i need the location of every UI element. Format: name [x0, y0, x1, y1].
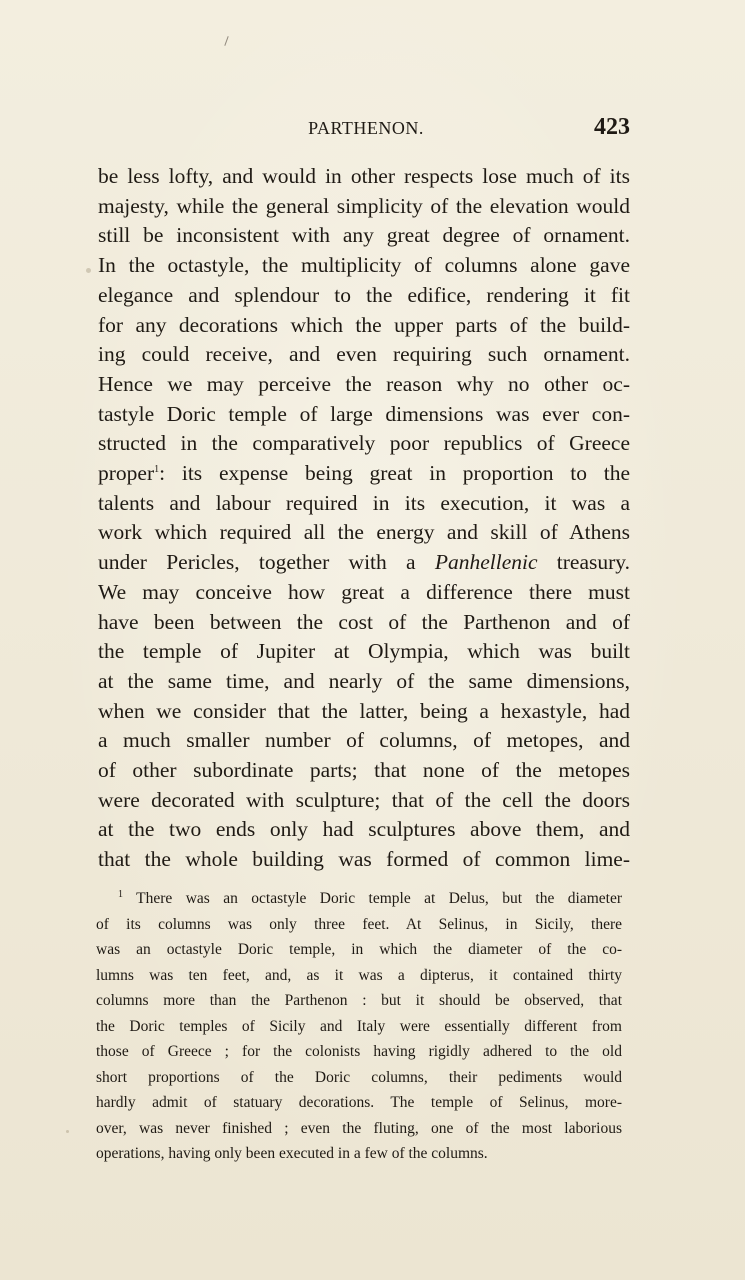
footnote-line: hardly admit of statuary decorations. The temple of Selinus, more-	[96, 1094, 622, 1111]
text-line: that the whole building was formed of common lime-	[98, 847, 630, 872]
text-line: In the octastyle, the multiplicity of columns alone gave	[98, 253, 630, 278]
main-text	[98, 162, 630, 875]
text-segment: under Pericles, together with a	[98, 550, 416, 575]
text-segment: : its expense being great in proportion to the	[159, 461, 630, 486]
text-line: tastyle Doric temple of large dimensions was ever con-	[98, 401, 630, 426]
text-line: talents and labour required in its execution, it was a	[98, 490, 630, 515]
footnote-line: lumns was ten feet, and, as it was a dipterus, it contained thirty	[96, 966, 622, 984]
stray-mark	[224, 36, 228, 46]
footnote-line: over, was never finished ; even the fluting, one of the most laborious	[96, 1119, 622, 1137]
text-line: elegance and splendour to the edifice, rendering it fit	[98, 282, 630, 307]
text-line: be less lofty, and would in other respects lose much of its	[98, 164, 630, 188]
text-line-with-italic	[98, 548, 630, 578]
footnote-reference[interactable]: 1	[154, 463, 160, 475]
text-line: have been between the cost of the Parthenon and of	[98, 609, 630, 634]
text-line: a much smaller number of columns, of metopes, and	[98, 728, 630, 753]
text-line: structed in the comparatively poor republics of Greece	[98, 431, 630, 456]
text-line: Hence we may perceive the reason why no other oc-	[98, 371, 630, 396]
footnote-line: short proportions of the Doric columns, their pediments would	[96, 1068, 622, 1086]
page-header	[98, 116, 634, 146]
footnote-line	[96, 886, 622, 912]
text-before-ref	[98, 461, 630, 485]
text-line: ing could receive, and even requiring such ornament.	[98, 342, 630, 367]
text-line-with-note-ref	[98, 459, 630, 489]
footnote-line: those of Greece ; for the colonists having rigidly adhered to the old	[96, 1043, 622, 1060]
text-line: majesty, while the general simplicity of the elevation would	[98, 193, 630, 218]
text-line: of other subordinate parts; that none of the metopes	[98, 758, 630, 783]
footnote	[96, 886, 622, 1167]
text-line: when we consider that the latter, being a hexastyle, had	[98, 698, 630, 723]
text-segment: treasury.	[556, 550, 630, 575]
text-line: were decorated with sculpture; that of the cell the doors	[98, 787, 630, 812]
footnote-line: was an octastyle Doric temple, in which the diameter of the co-	[96, 941, 622, 958]
text-segment: proper	[98, 461, 155, 486]
footnote-line: columns more than the Parthenon : but it should be observed, that	[96, 992, 622, 1009]
text-line: at the same time, and nearly of the same dimensions,	[98, 668, 630, 693]
text-line: for any decorations which the upper parts of the build-	[98, 312, 630, 337]
text-line: work which required all the energy and skill of Athens	[98, 520, 630, 545]
italic-word: Panhellenic	[434, 550, 538, 575]
text-line: the temple of Jupiter at Olympia, which was built	[98, 639, 630, 664]
text-line: still be inconsistent with any great degree of ornament.	[98, 223, 630, 248]
ink-spot	[86, 268, 91, 273]
text-line: at the two ends only had sculptures above them, and	[98, 817, 630, 842]
footnote-marker: 1	[118, 888, 123, 900]
footnote-text: There was an octastyle Doric temple at Delus, but the diameter	[136, 890, 622, 907]
ink-spot	[66, 1130, 69, 1133]
running-head: PARTHENON.	[308, 118, 424, 138]
footnote-line: operations, having only been executed in a few of the columns.	[96, 1145, 488, 1162]
footnote-line: the Doric temples of Sicily and Italy were essentially different from	[96, 1017, 622, 1035]
footnote-line: of its columns was only three feet. At Selinus, in Sicily, there	[96, 915, 622, 933]
page-number: 423	[594, 114, 630, 140]
text-line: We may conceive how great a difference there must	[98, 579, 630, 604]
